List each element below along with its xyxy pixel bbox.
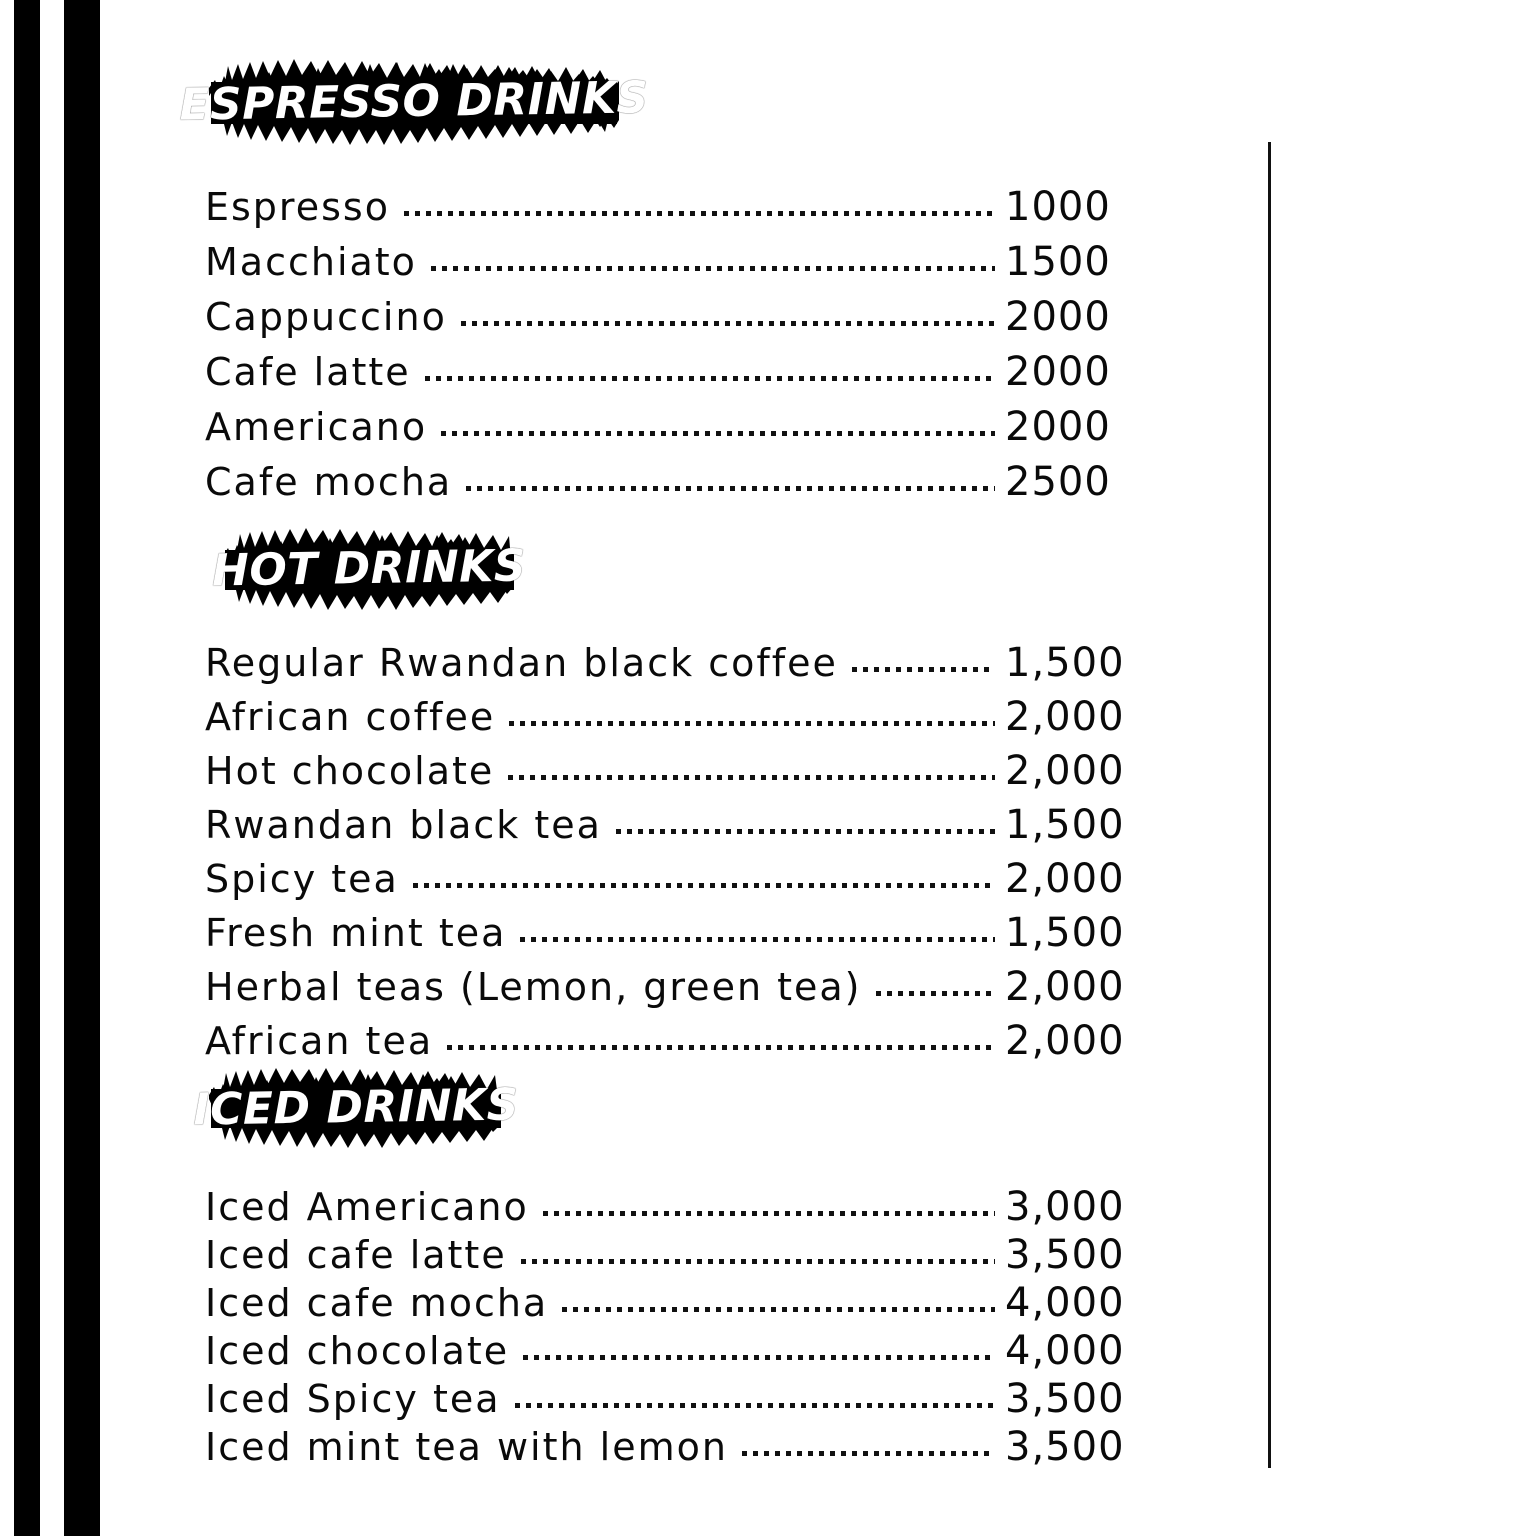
item-price: 2,000 [1005,748,1125,794]
left-vertical-bar-2 [64,0,100,1536]
menu-row [205,239,1155,294]
menu-list-hot [205,640,1155,1072]
dot-leader [441,424,995,440]
menu-row [205,1018,1155,1072]
item-name: Cafe latte [205,350,411,394]
dot-leader [562,1300,995,1316]
menu-row [205,1280,1155,1328]
menu-list-espresso [205,184,1155,514]
item-name: Herbal teas (Lemon, green tea) [205,965,862,1009]
item-name: Iced Spicy tea [205,1377,501,1421]
dot-leader [431,259,995,275]
menu-row [205,184,1155,239]
item-name: Hot chocolate [205,749,495,793]
item-price: 2500 [1005,459,1111,505]
item-price: 1000 [1005,184,1111,230]
dot-leader [742,1444,995,1460]
section-title-espresso: ESPRESSO DRINKS [178,71,650,131]
menu-row [205,802,1155,856]
menu-row [205,1184,1155,1232]
item-name: Iced cafe mocha [205,1281,549,1325]
item-name: Iced cafe latte [205,1233,507,1277]
item-name: Cappuccino [205,295,447,339]
menu-row [205,294,1155,349]
section-title-iced: ICED DRINKS [192,1078,520,1136]
item-price: 1,500 [1005,910,1125,956]
left-vertical-bar-1 [14,0,40,1536]
dot-leader [413,876,995,892]
item-price: 2000 [1005,404,1111,450]
dot-leader [509,714,995,730]
section-hot-drinks [205,528,1155,1072]
item-name: African coffee [205,695,496,739]
menu-row [205,964,1155,1018]
menu-row [205,1232,1155,1280]
dot-leader [425,369,995,385]
menu-row [205,1328,1155,1376]
menu-list-iced [205,1184,1155,1472]
section-banner-hot [211,528,527,610]
right-vertical-rule [1268,142,1271,1468]
dot-leader [508,768,995,784]
section-espresso-drinks [178,58,1155,514]
menu-row [205,459,1155,514]
dot-leader [852,660,995,676]
item-name: Spicy tea [205,857,399,901]
menu-row [205,856,1155,910]
section-iced-drinks [192,1068,1155,1472]
item-name: Espresso [205,185,390,229]
section-banner-iced [192,1068,520,1148]
item-name: Cafe mocha [205,460,453,504]
dot-leader [543,1204,995,1220]
dot-leader [876,984,996,1000]
dot-leader [466,479,995,495]
dot-leader [515,1396,995,1412]
dot-leader [521,1252,995,1268]
dot-leader [447,1038,995,1054]
item-price: 1,500 [1005,640,1125,686]
item-price: 3,000 [1005,1184,1125,1230]
menu-row [205,404,1155,459]
item-name: African tea [205,1019,434,1063]
dot-leader [404,204,995,220]
menu-row [205,349,1155,404]
item-price: 1,500 [1005,802,1125,848]
menu-row [205,640,1155,694]
item-price: 2000 [1005,294,1111,340]
item-price: 3,500 [1005,1232,1125,1278]
dot-leader [461,314,995,330]
item-name: Fresh mint tea [205,911,507,955]
item-price: 2000 [1005,349,1111,395]
dot-leader [523,1348,995,1364]
item-price: 4,000 [1005,1328,1125,1374]
item-price: 1500 [1005,239,1111,285]
item-name: Americano [205,405,428,449]
item-name: Iced Americano [205,1185,529,1229]
dot-leader [520,930,995,946]
item-price: 2,000 [1005,856,1125,902]
item-price: 2,000 [1005,964,1125,1010]
item-price: 2,000 [1005,1018,1125,1064]
item-price: 3,500 [1005,1424,1125,1470]
item-name: Iced chocolate [205,1329,510,1373]
section-title-hot: HOT DRINKS [211,540,527,596]
dot-leader [616,822,995,838]
section-banner-espresso [178,58,650,146]
item-name: Macchiato [205,240,417,284]
item-price: 2,000 [1005,694,1125,740]
item-name: Rwandan black tea [205,803,602,847]
item-price: 3,500 [1005,1376,1125,1422]
menu-row [205,748,1155,802]
item-price: 4,000 [1005,1280,1125,1326]
menu-row [205,910,1155,964]
menu-row [205,1424,1155,1472]
item-name: Iced mint tea with lemon [205,1425,728,1469]
item-name: Regular Rwandan black coffee [205,641,838,685]
menu-row [205,694,1155,748]
menu-row [205,1376,1155,1424]
